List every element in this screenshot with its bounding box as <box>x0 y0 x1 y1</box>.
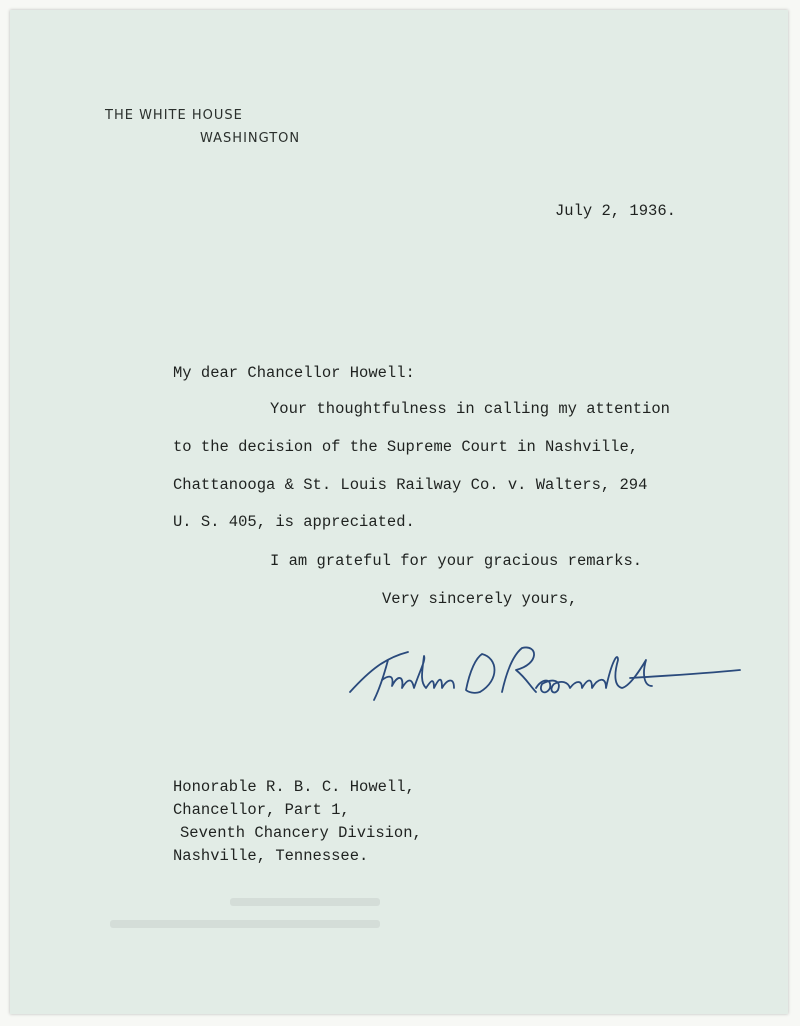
letterhead-title: THE WHITE HOUSE <box>105 108 243 123</box>
body-line-5: I am grateful for your gracious remarks. <box>270 552 643 570</box>
faint-stamp-impression <box>100 890 400 950</box>
letter-page <box>10 10 788 1014</box>
salutation: My dear Chancellor Howell: <box>173 364 415 382</box>
letter-date: July 2, 1936. <box>555 202 676 220</box>
body-line-2: to the decision of the Supreme Court in Nashville, <box>173 438 639 456</box>
address-line-3: Seventh Chancery Division, <box>180 824 422 842</box>
address-line-1: Honorable R. B. C. Howell, <box>173 778 415 796</box>
body-line-1: Your thoughtfulness in calling my attention <box>270 400 670 418</box>
signature-image <box>330 630 750 720</box>
letterhead-city: WASHINGTON <box>200 131 301 146</box>
complimentary-close: Very sincerely yours, <box>382 590 578 608</box>
address-line-2: Chancellor, Part 1, <box>173 801 350 819</box>
body-line-4: U. S. 405, is appreciated. <box>173 513 415 531</box>
address-line-4: Nashville, Tennessee. <box>173 847 369 865</box>
body-line-3: Chattanooga & St. Louis Railway Co. v. Walters, 294 <box>173 476 648 494</box>
